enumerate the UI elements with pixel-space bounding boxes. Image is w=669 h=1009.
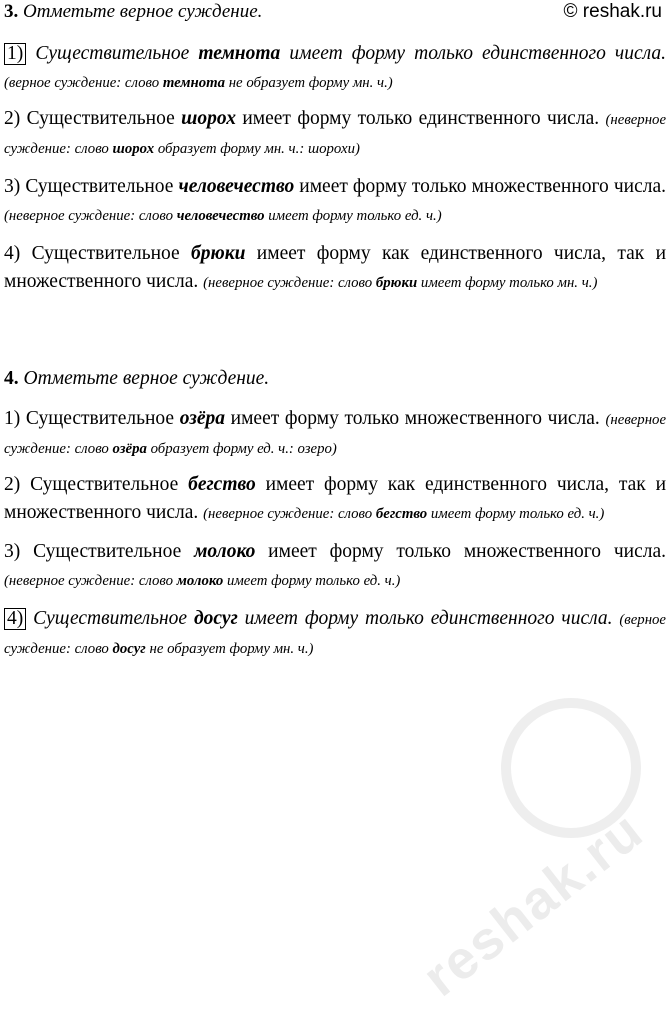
watermark-logo: reshak.ru [411,799,655,1008]
task-3-heading [4,0,262,24]
task-4-item-1 [4,405,666,463]
item-text: Существительное [31,243,192,264]
task-4-item-3 [4,538,666,595]
task-4-number: 4. [4,368,19,389]
item-marker: 3) [4,541,21,562]
item-note: (верное суждение: слово досуг не образует форму мн. ч.) [4,612,666,657]
item-text: Существительное [26,108,182,129]
item-note: (верное суждение: слово темнота не образует форму мн. ч.) [4,75,393,91]
item-marker: 3) [4,176,21,197]
task-3-header [4,0,666,30]
key-word: молоко [194,541,256,562]
item-marker: 4) [4,243,21,264]
item-text: Существительное [35,43,199,64]
item-note: (неверное суждение: слово шорох образует форму мн. ч.: шорохи) [4,112,667,157]
item-text: Существительное [33,608,194,629]
document-page [4,0,666,663]
item-note: (неверное суждение: слово озёра образует форму ед. ч.: озеро) [4,412,667,457]
key-word: человечество [178,176,295,197]
item-marker: 2) [4,474,21,495]
item-text: имеет форму только единственного числа. [280,43,666,64]
item-text: имеет форму как единственного числа, так и множественного числа. [4,474,666,523]
item-text: Существительное [30,474,189,495]
key-word: досуг [193,608,238,629]
task-3-number: 3. [4,1,19,22]
key-word: озёра [179,408,225,429]
task-3-item-2 [4,105,666,163]
key-word: брюки [191,243,246,264]
task-4-item-2 [4,471,666,528]
item-text: имеет форму только единственного числа. [235,108,600,129]
item-note: (неверное суждение: слово молоко имеет форму только ед. ч.) [4,573,401,589]
item-text: имеет форму только единственного числа. [237,608,613,629]
copyright-label: © reshak.ru [563,1,662,22]
task-3-title: Отметьте верное суждение. [23,1,263,22]
task-3-item-4 [4,240,666,297]
key-word: бегство [188,474,256,495]
item-text: имеет форму только множественного числа. [294,176,666,197]
task-4-item-4 [4,605,666,663]
answer-box-marker: 1) [4,43,26,65]
key-word: шорох [181,108,236,129]
task-3-item-3 [4,173,666,230]
task-4-title: Отметьте верное суждение. [23,368,270,389]
item-text: имеет форму только множественного числа. [224,408,600,429]
item-marker: 1) [4,408,21,429]
item-note: (неверное суждение: слово брюки имеет форму только мн. ч.) [203,275,598,291]
item-note: (неверное суждение: слово бегство имеет форму только ед. ч.) [203,506,605,522]
item-marker: 2) [4,108,21,129]
task-3-item-1 [4,40,666,97]
item-text: имеет форму как единственного числа, так и множественного числа. [4,243,667,292]
key-word: темнота [198,43,281,64]
watermark-logo-ring [501,698,641,838]
item-text: Существительное [25,408,180,429]
item-text: Существительное [25,176,179,197]
item-text: Существительное [33,541,195,562]
answer-box-marker: 4) [4,608,26,630]
item-text: имеет форму только множественного числа. [255,541,667,562]
task-4-heading [4,367,666,391]
item-note: (неверное суждение: слово человечество имеет форму только ед. ч.) [4,208,442,224]
